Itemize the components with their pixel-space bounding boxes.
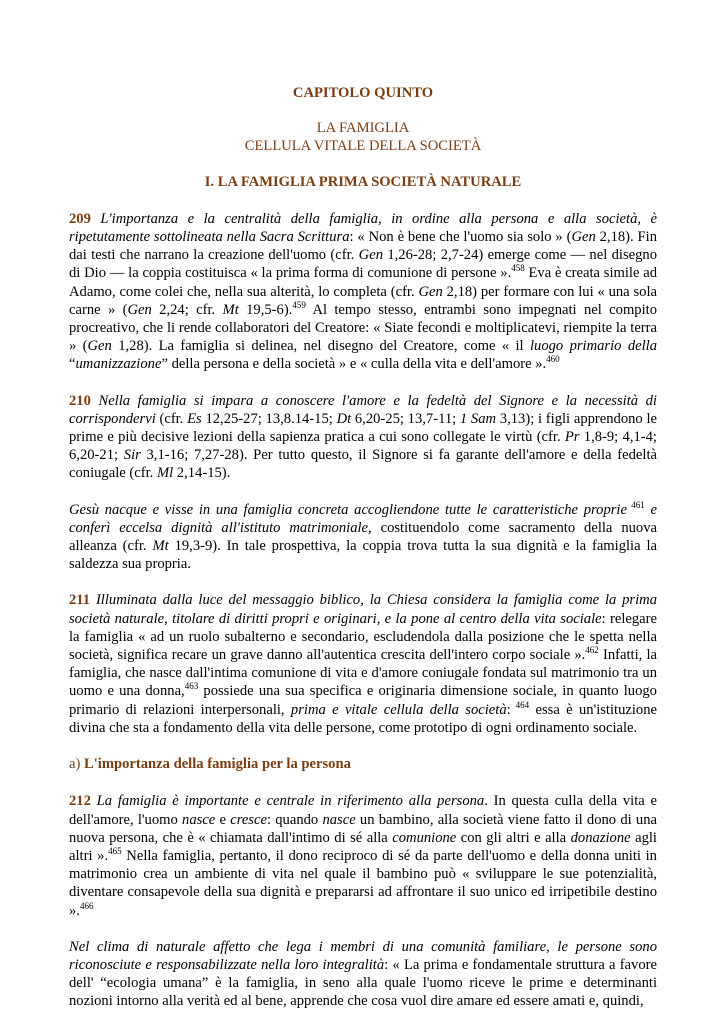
footnote-ref: 459 <box>292 299 306 310</box>
italic-text: Nella famiglia si impara a conoscere l'amore e la fedeltà del Signore e la necessità di corrispondervi <box>69 392 657 427</box>
italic-text: Nel clima di naturale affetto che lega i membri di una comunità familiare, le persone sono riconosciute e responsabilizzate nella loro integralità <box>69 938 657 973</box>
paragraph-210-continued: Gesù nacque e visse in una famiglia concreta accogliendone tutte le caratteristiche proprie $^{461}$ e conferì eccelsa dignità all'istituto matrimoniale, costituendolo come sacramento della nuova alleanza (cfr. Mt 19,3-9). In tale prospettiva, la coppia trova tutta la sua dignità e la famiglia la saldezza sua propria. <box>69 499 658 573</box>
paragraph-number: 212 <box>69 793 91 810</box>
italic-text: La famiglia è importante e centrale in riferimento alla persona <box>96 793 485 810</box>
italic-text: Illuminata dalla luce del messaggio biblico, la Chiesa considera la famiglia come la prima società naturale, titolare di diritti propri e originari, e la pone al centro della vita sociale <box>69 592 657 627</box>
footnote-ref: 463 <box>184 681 199 692</box>
section-heading: I. LA FAMIGLIA PRIMA SOCIETÀ NATURALE <box>204 173 522 190</box>
chapter-heading: CAPITOLO QUINTO <box>292 85 434 101</box>
footnote-ref: 461 <box>626 499 645 510</box>
footnote-ref: 465 <box>108 845 122 856</box>
paragraph-212: 212 La famiglia è importante e centrale in riferimento alla persona. In questa culla della vita e dell'amore, l'uomo nasce e cresce: quando nasce un bambino, alla società viene fatto il dono di una nuova persona, che è « chiamata dall'intimo di sé alla comunione con gli altri e alla donazione agli altri ».$^{465}$ Nella famiglia, pertanto, il dono reciproco di sé da parte dell'uomo e della donna uniti in matrimonio crea un ambiente di vita nel quale il bambino può « sviluppare le sue potenzialità, diventare consapevole della sua dignità e prepararsi ad affrontare il suo unico ed irripetibile destino ».$^{466}$ <box>69 793 658 919</box>
paragraph-211: 211 Illuminata dalla luce del messaggio biblico, la Chiesa considera la famiglia come la prima società naturale, titolare di diritti propri e originari, e la pone al centro della vita sociale: relegare la famiglia « ad un ruolo subalterno e secondario, escludendola dalla posizione che le spetta nella società, significa recare un grave danno all'autentica crescita dell'intero corpo sociale ».$^{462}$ Infatti, la famiglia, che nasce dall'intima comunione di vita e d'amore coniugale fondata sul matrimonio tra un uomo e una donna,$^{463}$ possiede una sua specifica e originaria dimensione sociale, in quanto luogo primario di relazioni interpersonali, prima e vitale cellula della società: $^{464}$ essa è un'istituzione divina che sta a fondamento della vita delle persone, come prototipo di ogni ordinamento sociale. <box>69 592 658 736</box>
chapter-title-line-1: LA FAMIGLIA <box>316 120 410 137</box>
footnote-ref: 458 <box>511 263 525 274</box>
document-page <box>69 84 657 1029</box>
chapter-title-line-2: CELLULA VITALE DELLA SOCIETÀ <box>244 138 482 155</box>
subsection-heading <box>69 755 657 773</box>
paragraph-210: 210 Nella famiglia si impara a conoscere l'amore e la fedeltà del Signore e la necessità di corrispondervi (cfr. Es 12,25-27; 13,8.14-15; Dt 6,20-25; 13,7-11; 1 Sam 3,13); i figli apprendono le prime e più decisive lezioni della sapienza pratica a cui sono collegate le virtù (cfr. Pr 1,8-9; 4,1-4; 6,20-21; Sir 3,1-16; 7,27-28). Per tutto questo, il Signore si fa garante dell'amore e della fedeltà coniugale (cfr. Ml 2,14-15). <box>69 392 657 482</box>
italic-text: Gesù nacque e visse in una famiglia concreta accogliendone tutte le caratteristiche proprie <box>69 501 627 518</box>
paragraph-number: 211 <box>69 592 91 609</box>
paragraph-number: 209 <box>69 210 91 227</box>
italic-text: L'importanza e la centralità della famiglia, in ordine alla persona e alla società, è ripetutamente sottolineata nella Sacra Scrittura <box>69 210 657 246</box>
paragraph-number: 210 <box>69 392 91 409</box>
subsection-title: L'importanza della famiglia per la persona <box>84 756 351 773</box>
footnote-ref: 464 <box>510 699 530 710</box>
paragraph-209: 209 L'importanza e la centralità della famiglia, in ordine alla persona e alla società, è ripetutamente sottolineata nella Sacra Scrittura: « Non è bene che l'uomo sia solo » (Gen 2,18). Fin dai testi che narrano la creazione dell'uomo (cfr. Gen 1,26-28; 2,7-24) emerge come — nel disegno di Dio — la coppia costituisca « la prima forma di comunione di persone ».$^{458}$ Eva è creata simile ad Adamo, come colei che, nella sua alterità, lo completa (cfr. Gen 2,18) per formare con lui « una sola carne » (Gen 2,24; cfr. Mt 19,5-6).$^{459}$ Al tempo stesso, entrambi sono impegnati nel compito procreativo, che li rende collaboratori del Creatore: « Siate fecondi e moltiplicatevi, riempite la terra » (Gen 1,28). La famiglia si delinea, nel disegno del Creatore, come « il luogo primario della “umanizzazione” della persona e della società » e « culla della vita e dell'amore ».$^{460}$ <box>69 210 658 373</box>
subsection-letter: a) <box>69 756 84 773</box>
footnote-ref: 466 <box>79 900 94 911</box>
paragraph-212-continued: Nel clima di naturale affetto che lega i membri di una comunità familiare, le persone sono riconosciute e responsabilizzate nella loro integralità: « La prima e fondamentale struttura a favore dell' “ecologia umana” è la famiglia, in seno alla quale l'uomo riceve le prime e determinanti nozioni intorno alla verità ed al bene, apprende che cosa vuol dire amare ed essere amati e, quindi, <box>69 938 657 1010</box>
footnote-ref: 460 <box>546 354 560 365</box>
footnote-ref: 462 <box>585 645 599 656</box>
